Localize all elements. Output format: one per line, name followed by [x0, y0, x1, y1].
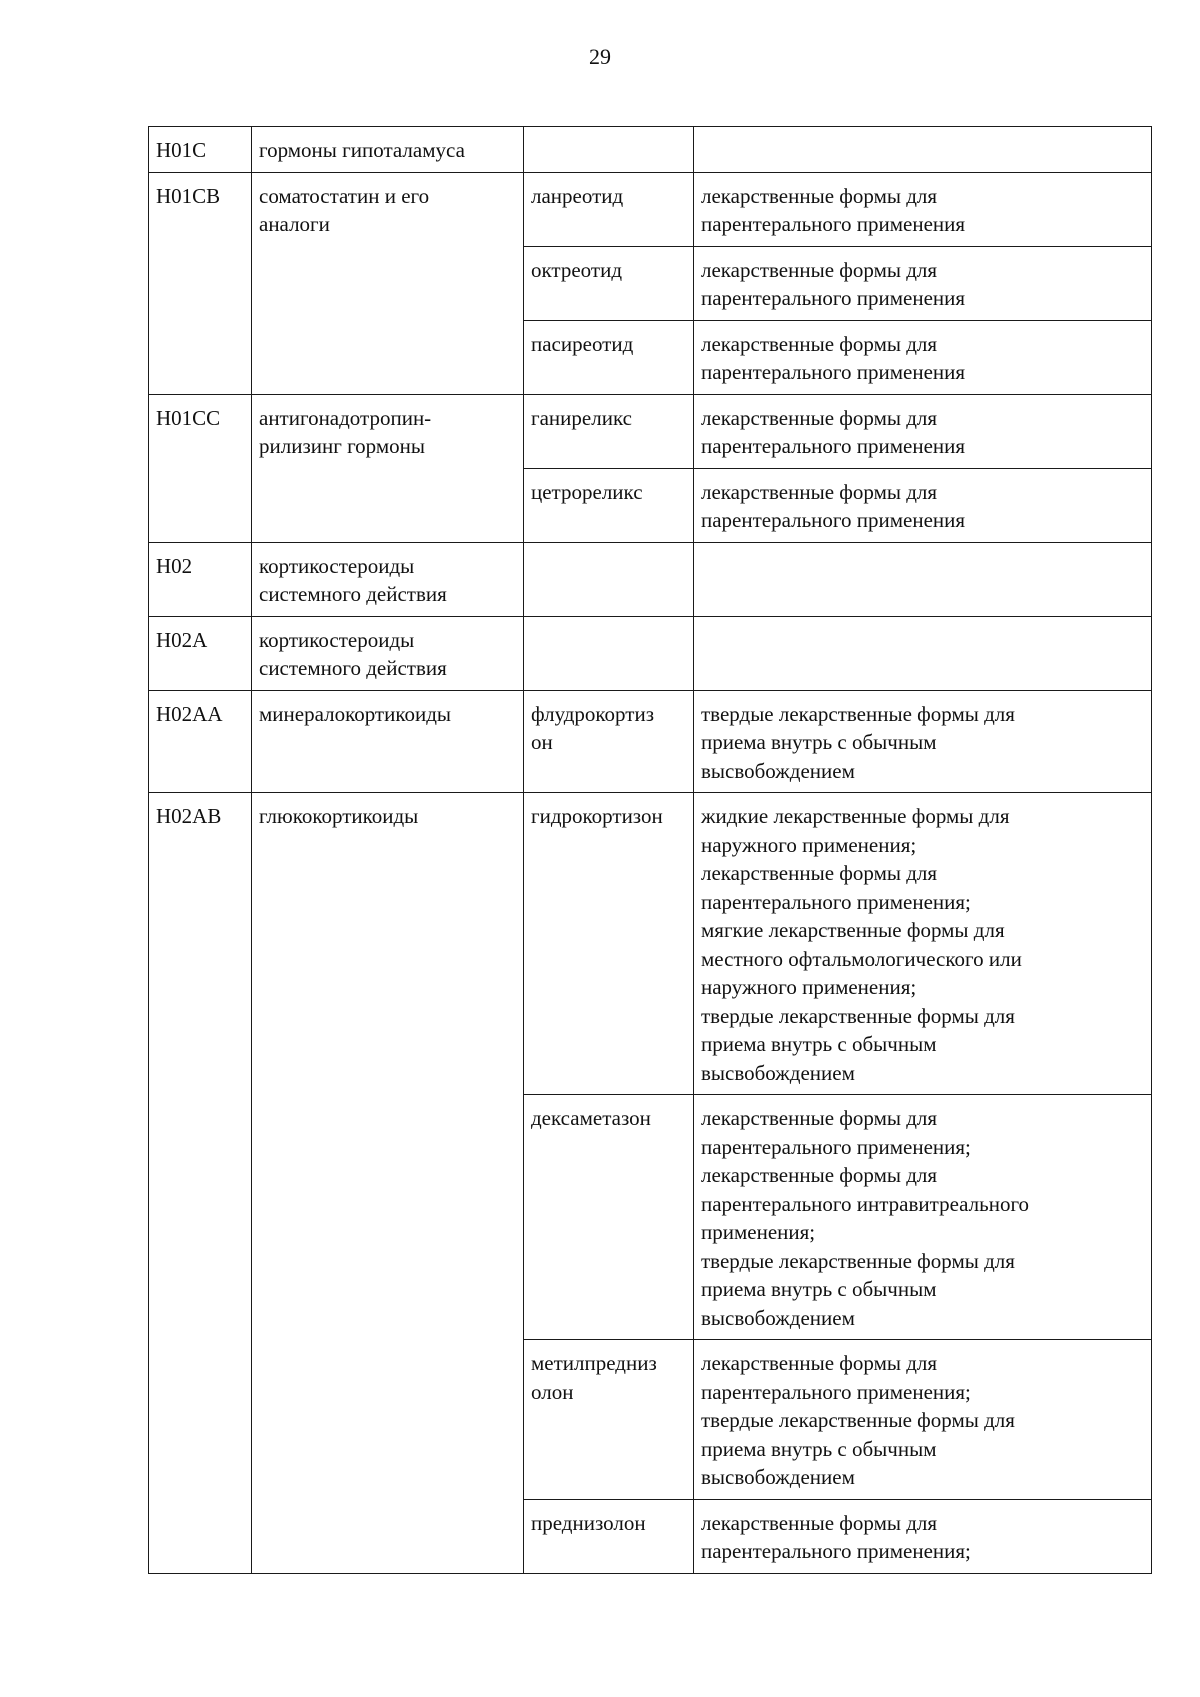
drug-name-cell: гидрокортизон	[524, 793, 694, 1095]
group-name-cell: кортикостероиды системного действия	[252, 542, 524, 616]
table-row	[149, 690, 1152, 793]
group-name-cell: минералокортикоиды	[252, 690, 524, 793]
dosage-form-cell	[694, 616, 1152, 690]
drug-name-cell: ланреотид	[524, 172, 694, 246]
table-row	[149, 394, 1152, 468]
dosage-form-cell: лекарственные формы для парентерального применения	[694, 246, 1152, 320]
table-row	[149, 793, 1152, 1095]
drug-name-cell	[524, 127, 694, 173]
atc-code-cell: H02A	[149, 616, 252, 690]
atc-code-cell: H02	[149, 542, 252, 616]
drug-table-body	[149, 127, 1152, 1574]
drug-name-cell: цетрореликс	[524, 468, 694, 542]
dosage-form-cell: лекарственные формы для парентерального применения;	[694, 1499, 1152, 1573]
drug-name-cell	[524, 616, 694, 690]
atc-code-cell: H02AA	[149, 690, 252, 793]
table-row	[149, 127, 1152, 173]
dosage-form-cell	[694, 127, 1152, 173]
dosage-form-cell: лекарственные формы для парентерального применения	[694, 394, 1152, 468]
drug-name-cell: преднизолон	[524, 1499, 694, 1573]
dosage-form-cell: лекарственные формы для парентерального применения; лекарственные формы для парентерального интравитреального применения; твердые лекарственные формы для приема внутрь с обычным высвобождением	[694, 1095, 1152, 1340]
dosage-form-cell: твердые лекарственные формы для приема внутрь с обычным высвобождением	[694, 690, 1152, 793]
dosage-form-cell: лекарственные формы для парентерального применения	[694, 172, 1152, 246]
group-name-cell: антигонадотропин- рилизинг гормоны	[252, 394, 524, 542]
dosage-form-cell	[694, 542, 1152, 616]
atc-code-cell: H01CC	[149, 394, 252, 542]
group-name-cell: кортикостероиды системного действия	[252, 616, 524, 690]
group-name-cell: гормоны гипоталамуса	[252, 127, 524, 173]
group-name-cell: глюкокортикоиды	[252, 793, 524, 1574]
dosage-form-cell: жидкие лекарственные формы для наружного применения; лекарственные формы для парентерального применения; мягкие лекарственные формы для местного офтальмологического или наружного применения; твердые лекарственные формы для приема внутрь с обычным высвобождением	[694, 793, 1152, 1095]
drug-name-cell: дексаметазон	[524, 1095, 694, 1340]
group-name-cell: соматостатин и его аналоги	[252, 172, 524, 394]
drug-name-cell: пасиреотид	[524, 320, 694, 394]
atc-code-cell: H01C	[149, 127, 252, 173]
atc-code-cell: H01CB	[149, 172, 252, 394]
drug-name-cell: ганиреликс	[524, 394, 694, 468]
drug-name-cell: метилпредниз олон	[524, 1340, 694, 1500]
table-row	[149, 542, 1152, 616]
drug-table	[148, 126, 1152, 1574]
table-row	[149, 172, 1152, 246]
dosage-form-cell: лекарственные формы для парентерального применения	[694, 468, 1152, 542]
atc-code-cell: H02AB	[149, 793, 252, 1574]
dosage-form-cell: лекарственные формы для парентерального применения; твердые лекарственные формы для приема внутрь с обычным высвобождением	[694, 1340, 1152, 1500]
page-number: 29	[589, 44, 611, 69]
dosage-form-cell: лекарственные формы для парентерального применения	[694, 320, 1152, 394]
table-row	[149, 616, 1152, 690]
drug-name-cell: флудрокортиз он	[524, 690, 694, 793]
drug-name-cell: октреотид	[524, 246, 694, 320]
drug-name-cell	[524, 542, 694, 616]
